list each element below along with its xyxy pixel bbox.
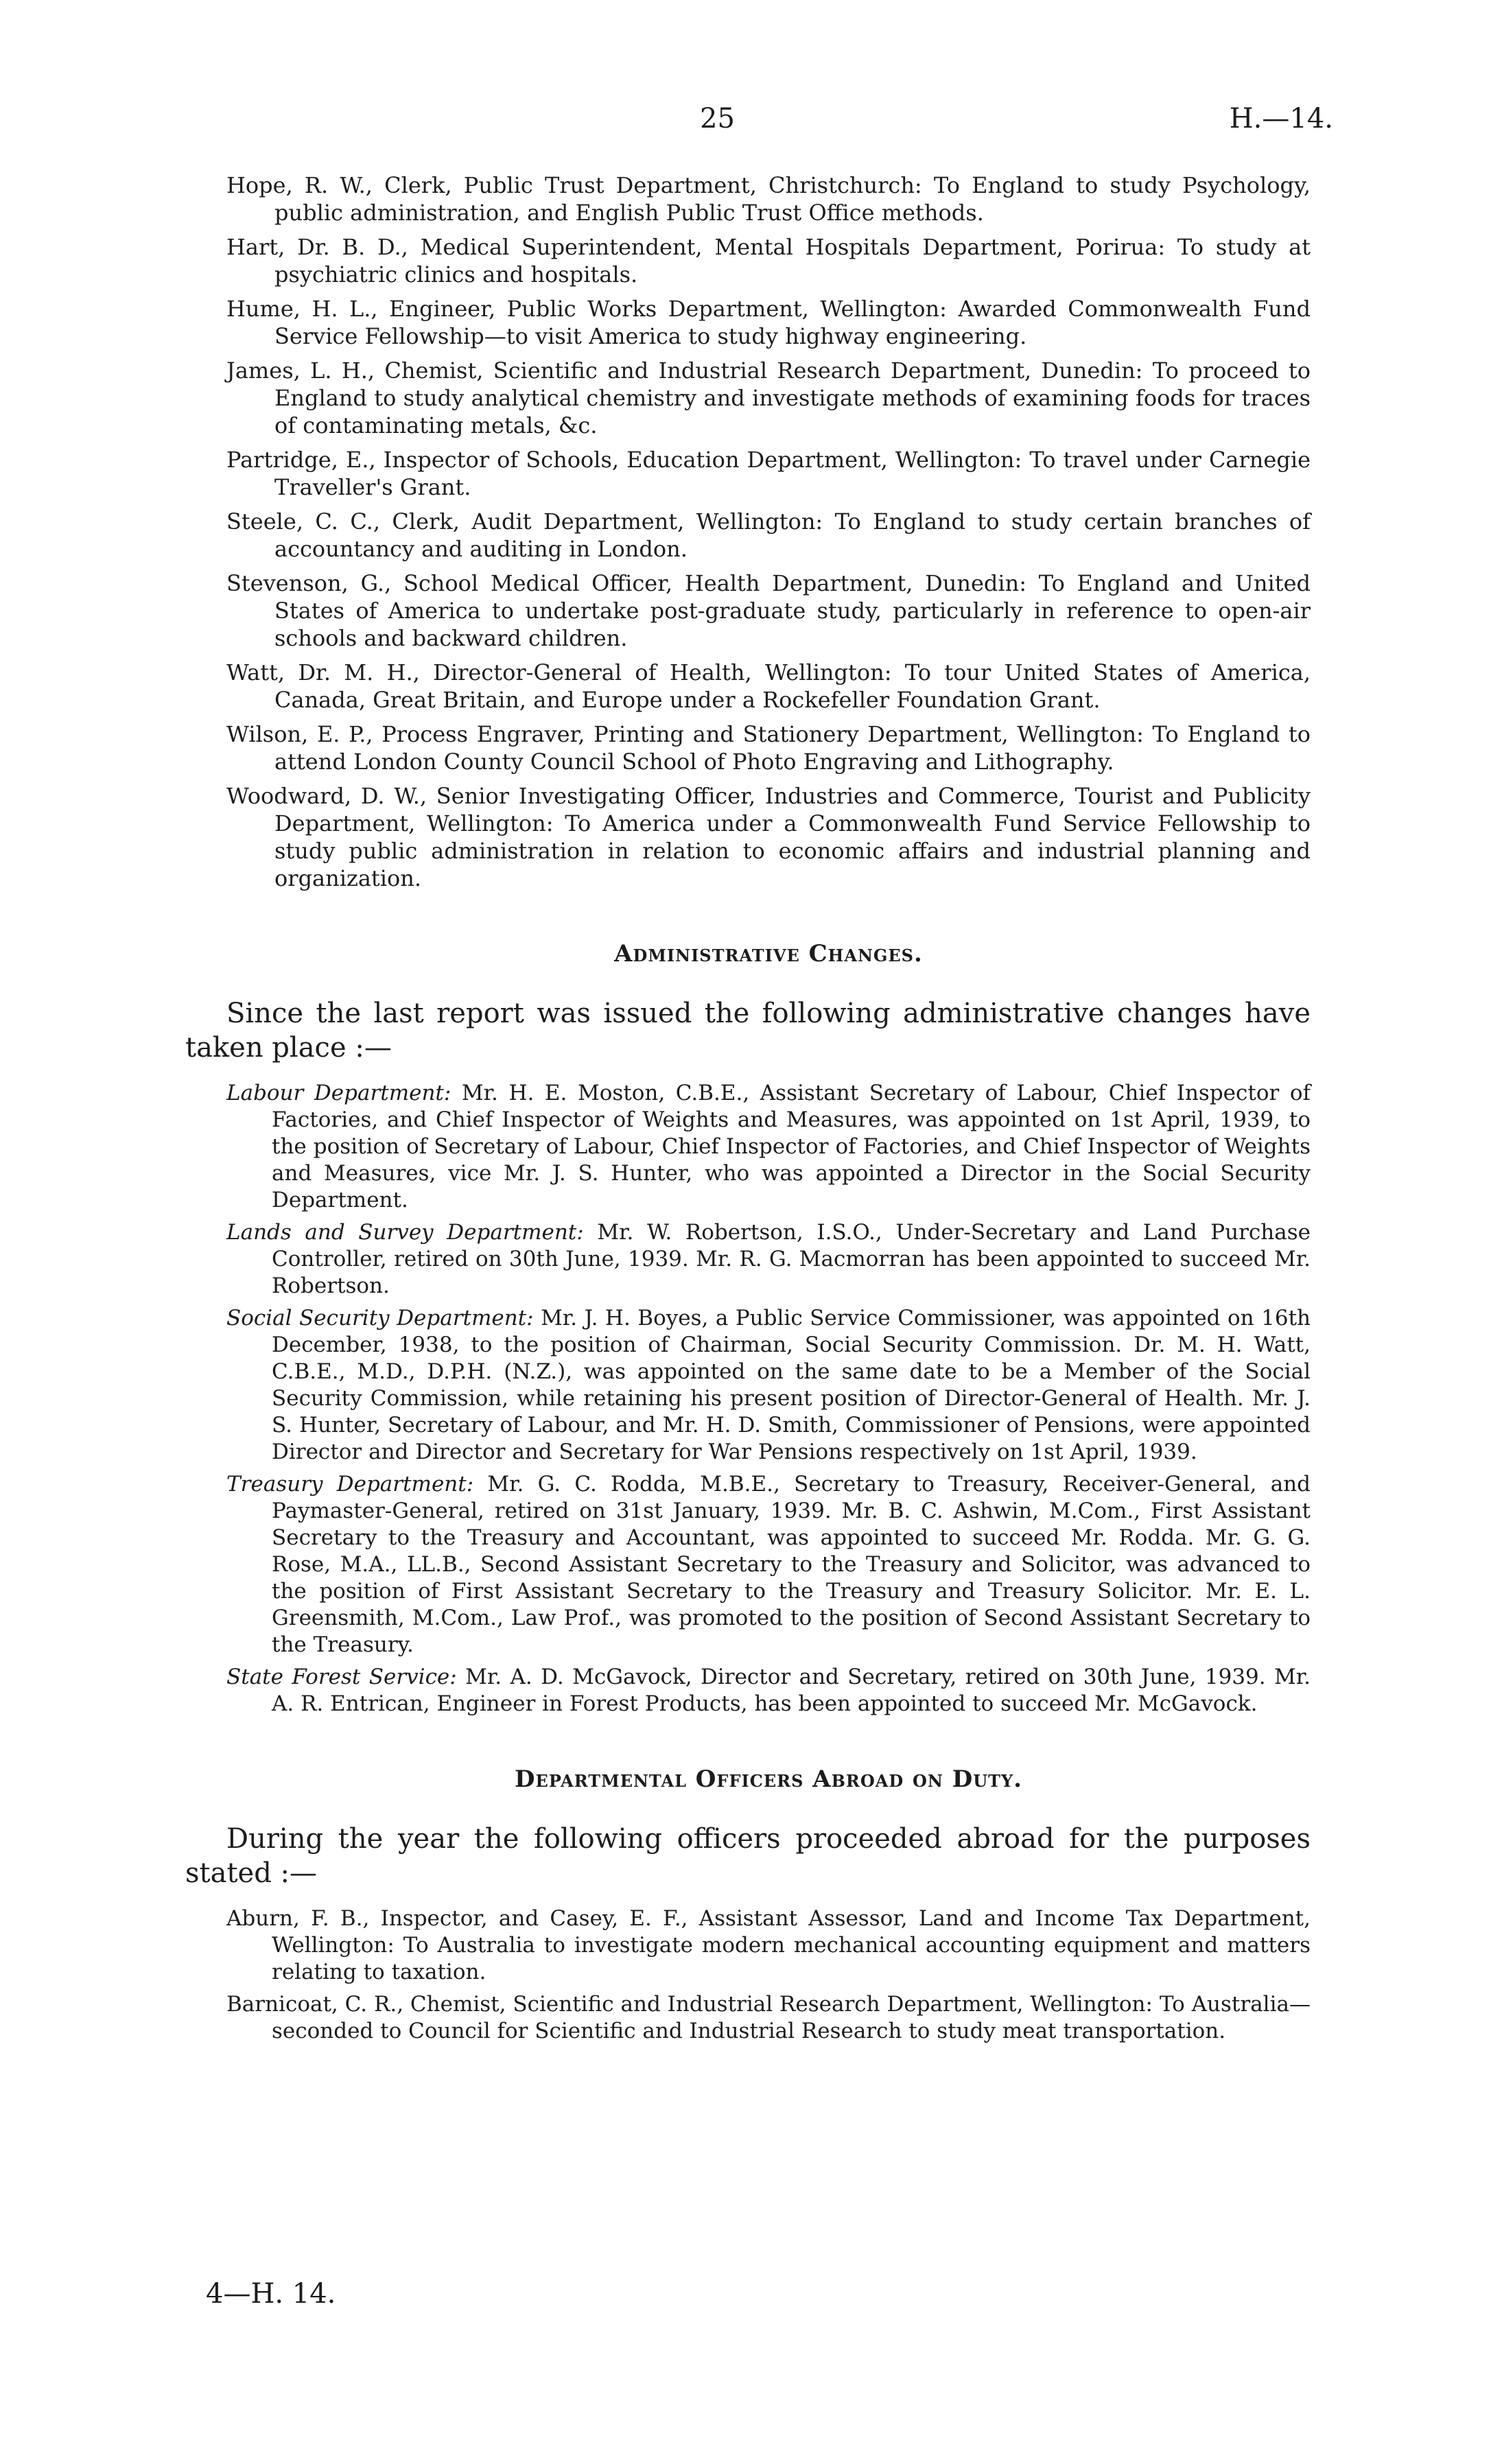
list-item — [226, 1219, 1311, 1300]
change-text: Mr. A. D. McGavock, Director and Secretary, retired on 30th June, 1939. Mr. A. R. Entrican, Engineer in Forest Products, has been appointed to succeed Mr. McGavock. — [272, 1665, 1311, 1716]
officers-abroad-list — [226, 1905, 1311, 2045]
list-item — [226, 1080, 1311, 1214]
change-text: Mr. H. E. Moston, C.B.E., Assistant Secretary of Labour, Chief Inspector of Factories, and Chief Inspector of Weights and Measures, was appointed on 1st April, 1939, to the position of Secretary of Labour, Chief Inspector of Factories, and Chief Inspector of Weights and Measures, vice Mr. J. S. Hunter, who was appointed a Director in the Social Security Department. — [272, 1081, 1311, 1212]
list-item — [226, 1305, 1311, 1466]
list-item: Hope, R. W., Clerk, Public Trust Department, Christchurch: To England to study Psychology, public administration, and English Public Trust Office methods. — [226, 172, 1311, 226]
list-item: Barnicoat, C. R., Chemist, Scientific and Industrial Research Department, Wellington: To Australia—seconded to Council for Scientific and Industrial Research to study meat transportation. — [226, 1992, 1311, 2043]
study-abroad-list — [226, 172, 1311, 892]
administrative-changes-list — [226, 1080, 1311, 1717]
list-item: Hart, Dr. B. D., Medical Superintendent, Mental Hospitals Department, Porirua: To study at psychiatric clinics and hospitals. — [226, 234, 1311, 288]
list-item — [226, 1471, 1311, 1658]
department-label: Lands and Survey Department: — [226, 1220, 584, 1245]
list-item: James, L. H., Chemist, Scientific and Industrial Research Department, Dunedin: To proceed to England to study analytical chemistry and investigate methods of examining foods for traces of contaminating metals, &c. — [226, 357, 1311, 438]
change-text: Mr. G. C. Rodda, M.B.E., Secretary to Treasury, Receiver-General, and Paymaster-General, retired on 31st January, 1939. Mr. B. C. Ashwin, M.Com., First Assistant Secretary to the Treasury and Accountant, was appointed to succeed Mr. Rodda. Mr. G. G. Rose, M.A., LL.B., Second Assistant Secretary to the Treasury and Solicitor, was advanced to the position of First Assistant Secretary to the Treasury and Treasury Solicitor. Mr. E. L. Greensmith, M.Com., Law Prof., was promoted to the position of Second Assistant Secretary to the Treasury. — [272, 1472, 1311, 1657]
department-label: Treasury Department: — [226, 1472, 474, 1497]
section-title-officers-abroad: Departmental Officers Abroad on Duty. — [515, 1765, 1022, 1793]
list-item: Hume, H. L., Engineer, Public Works Department, Wellington: Awarded Commonwealth Fund Service Fellowship—to visit America to study highway engineering. — [226, 296, 1311, 349]
department-label: Social Security Department: — [226, 1306, 534, 1330]
officers-abroad-intro: During the year the following officers proceeded abroad for the purposes stated :— — [185, 1823, 1311, 1889]
list-item: Wilson, E. P., Process Engraver, Printing and Stationery Department, Wellington: To England to attend London County Council School of Photo Engraving and Lithography. — [226, 721, 1311, 775]
list-item — [226, 1664, 1311, 1717]
department-label: Labour Department: — [226, 1081, 451, 1105]
list-item: Stevenson, G., School Medical Officer, Health Department, Dunedin: To England and United States of America to undertake post-graduate study, particularly in reference to open-air schools and backward children. — [226, 570, 1311, 651]
list-item: Aburn, F. B., Inspector, and Casey, E. F., Assistant Assessor, Land and Income Tax Department, Wellington: To Australia to investigate modern mechanical accounting equipment and matters relating to taxation. — [226, 1906, 1311, 1984]
page-number: 25 — [700, 103, 735, 134]
list-item: Watt, Dr. M. H., Director-General of Health, Wellington: To tour United States of America, Canada, Great Britain, and Europe under a Rockefeller Foundation Grant. — [226, 659, 1311, 713]
change-text: Mr. J. H. Boyes, a Public Service Commissioner, was appointed on 16th December, 1938, to the position of Chairman, Social Security Commission. Dr. M. H. Watt, C.B.E., M.D., D.P.H. (N.Z.), was appointed on the same date to be a Member of the Social Security Commission, while retaining his present position of Director-General of Health. Mr. J. S. Hunter, Secretary of Labour, and Mr. H. D. Smith, Commissioner of Pensions, were appointed Director and Director and Secretary for War Pensions respectively on 1st April, 1939. — [272, 1306, 1311, 1464]
list-item: Steele, C. C., Clerk, Audit Department, Wellington: To England to study certain branches of accountancy and auditing in London. — [226, 508, 1311, 562]
administrative-changes-intro: Since the last report was issued the following administrative changes have taken place :— — [185, 998, 1311, 1064]
page-content — [185, 172, 1311, 2050]
list-item: Woodward, D. W., Senior Investigating Officer, Industries and Commerce, Tourist and Publicity Department, Wellington: To America under a Commonwealth Fund Service Fellowship to study public administration in relation to economic affairs and industrial planning and organization. — [226, 783, 1311, 891]
printer-signature: 4—H. 14. — [206, 2278, 336, 2310]
document-reference: H.—14. — [1229, 103, 1333, 134]
change-text: Mr. W. Robertson, I.S.O., Under-Secretary and Land Purchase Controller, retired on 30th June, 1939. Mr. R. G. Macmorran has been appointed to succeed Mr. Robertson. — [272, 1220, 1311, 1298]
department-label: State Forest Service: — [226, 1665, 457, 1689]
list-item: Partridge, E., Inspector of Schools, Education Department, Wellington: To travel under Carnegie Traveller's Grant. — [226, 447, 1311, 500]
page-header — [0, 103, 1491, 137]
section-title-administrative-changes: Administrative Changes. — [614, 940, 923, 967]
